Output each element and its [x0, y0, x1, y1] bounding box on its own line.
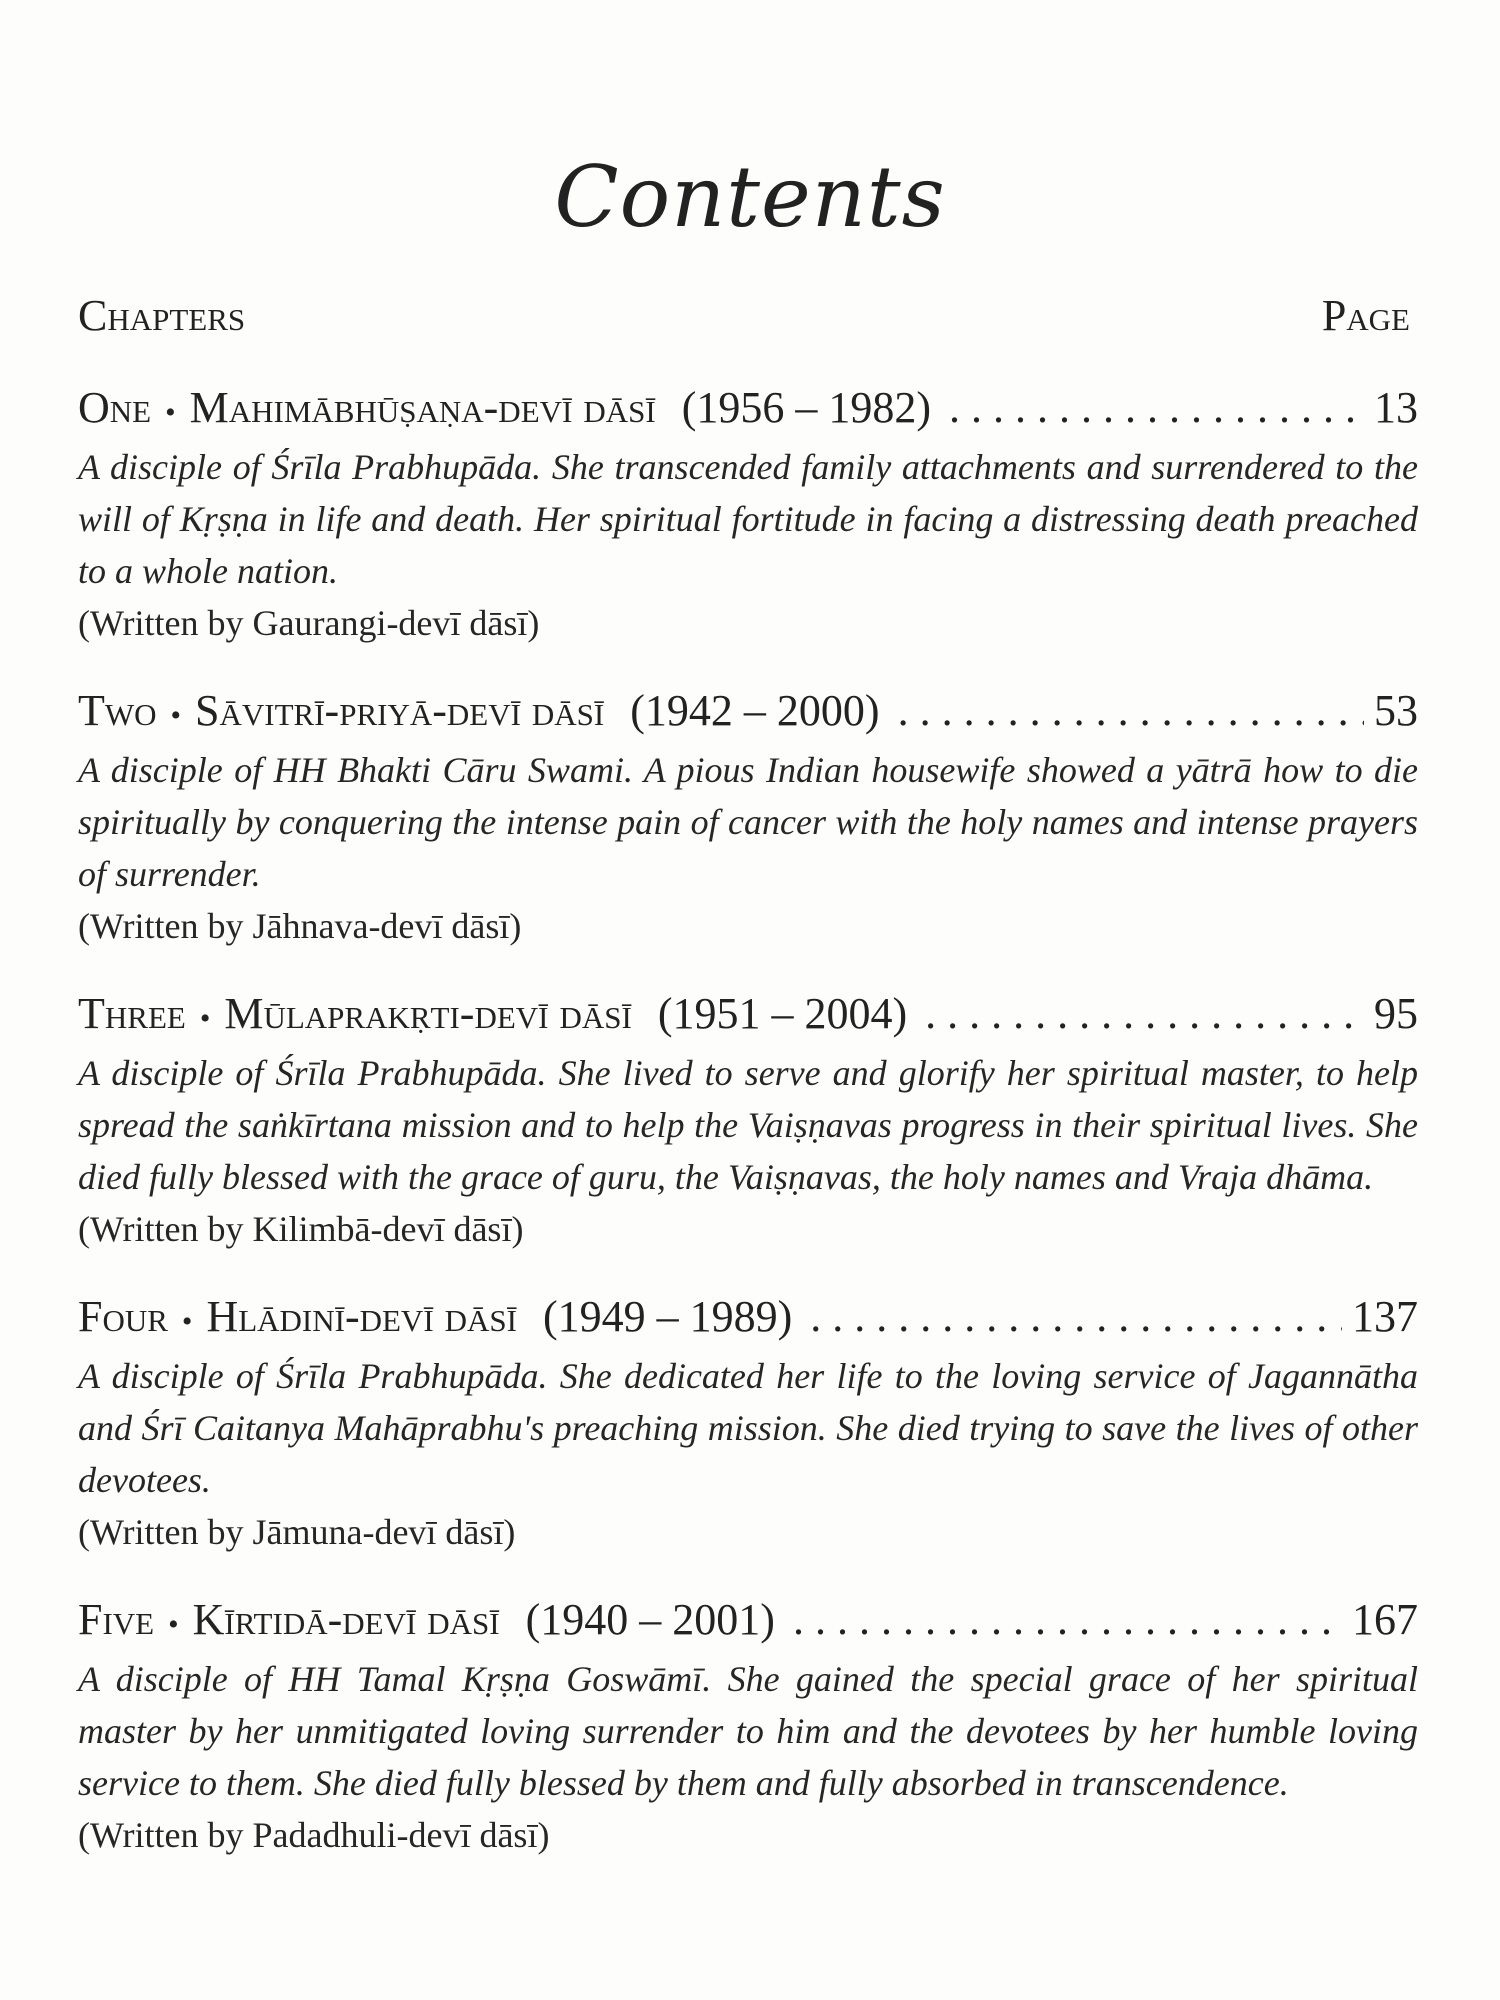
- dot-leader: [949, 380, 1364, 436]
- separator-dot: •: [165, 396, 176, 429]
- chapter-author: (Written by Gaurangi-devī dāsī): [78, 603, 540, 643]
- chapter-number: One: [78, 383, 152, 432]
- chapter-name: Sāvitrī-priyā-devī dāsī: [195, 686, 605, 735]
- page-column-header: Page: [1321, 291, 1410, 340]
- contents-entry: [78, 380, 1418, 649]
- chapter-name: Hlādinī-devī dāsī: [206, 1292, 517, 1341]
- entry-heading: [78, 1289, 1418, 1350]
- contents-entry: [78, 1289, 1418, 1558]
- dot-leader: [925, 986, 1364, 1042]
- page-number: 53: [1374, 686, 1418, 735]
- chapter-description: A disciple of Śrīla Prabhupāda. She transcended family attachments and surrendered to the will of Kṛṣṇa in life and death. Her spiritual fortitude in facing a distressing death preached to a whole nation.: [78, 447, 1418, 591]
- contents-list: [78, 380, 1418, 1895]
- chapter-number: Two: [78, 686, 157, 735]
- chapter-years: (1940 – 2001): [525, 1595, 775, 1644]
- chapter-years: (1956 – 1982): [681, 383, 931, 432]
- contents-entry: [78, 986, 1418, 1255]
- separator-dot: •: [170, 699, 182, 732]
- separator-dot: •: [168, 1608, 179, 1641]
- page-title: Contents: [554, 148, 946, 246]
- entry-heading: [78, 683, 1418, 744]
- chapter-years: (1942 – 2000): [630, 686, 880, 735]
- chapter-number: Four: [78, 1292, 168, 1341]
- dot-leader: [793, 1592, 1342, 1648]
- contents-entry: [78, 1592, 1418, 1861]
- separator-dot: •: [181, 1305, 193, 1338]
- contents-entry: [78, 683, 1418, 952]
- dot-leader: [898, 683, 1364, 739]
- page-number: 167: [1352, 1595, 1418, 1644]
- entry-heading: [78, 380, 1418, 441]
- chapter-description: A disciple of Śrīla Prabhupāda. She dedicated her life to the loving service of Jagannātha and Śrī Caitanya Mahāprabhu's preaching mission. She died trying to save the lives of other devotees.: [78, 1356, 1418, 1500]
- chapter-name: Mahimābhūṣaṇa-devī dāsī: [189, 383, 656, 432]
- chapter-description: A disciple of HH Tamal Kṛṣṇa Goswāmī. She gained the special grace of her spiritual master by her unmitigated loving surrender to him and the devotees by her humble loving service to them. She died fully blessed by them and fully absorbed in transcendence.: [78, 1659, 1418, 1803]
- dot-leader: [810, 1289, 1342, 1345]
- page-number: 95: [1374, 989, 1418, 1038]
- chapter-years: (1951 – 2004): [657, 989, 908, 1038]
- chapter-description: A disciple of Śrīla Prabhupāda. She lived to serve and glorify her spiritual master, to help spread the saṅkīrtana mission and to help the Vaiṣṇavas progress in their spiritual lives. She died fully blessed with the grace of guru, the Vaiṣṇavas, the holy names and Vraja dhāma.: [78, 1053, 1418, 1197]
- chapter-name: Mūlaprakṛti-devī dāsī: [224, 989, 632, 1038]
- chapter-author: (Written by Padadhuli-devī dāsī): [78, 1815, 550, 1855]
- chapter-name: Kīrtidā-devī dāsī: [192, 1595, 500, 1644]
- chapters-column-header: Chapters: [78, 291, 246, 340]
- entry-heading: [78, 986, 1418, 1047]
- chapter-years: (1949 – 1989): [542, 1292, 793, 1341]
- separator-dot: •: [199, 1002, 211, 1035]
- chapter-number: Five: [78, 1595, 155, 1644]
- page-number: 13: [1374, 383, 1418, 432]
- chapter-author: (Written by Jāhnava-devī dāsī): [78, 906, 522, 946]
- entry-heading: [78, 1592, 1418, 1653]
- chapter-author: (Written by Jāmuna-devī dāsī): [78, 1512, 516, 1552]
- page-number: 137: [1352, 1292, 1418, 1341]
- chapter-author: (Written by Kilimbā-devī dāsī): [78, 1209, 524, 1249]
- chapter-number: Three: [78, 989, 186, 1038]
- chapter-description: A disciple of HH Bhakti Cāru Swami. A pious Indian housewife showed a yātrā how to die spiritually by conquering the intense pain of cancer with the holy names and intense prayers of surrender.: [78, 750, 1418, 894]
